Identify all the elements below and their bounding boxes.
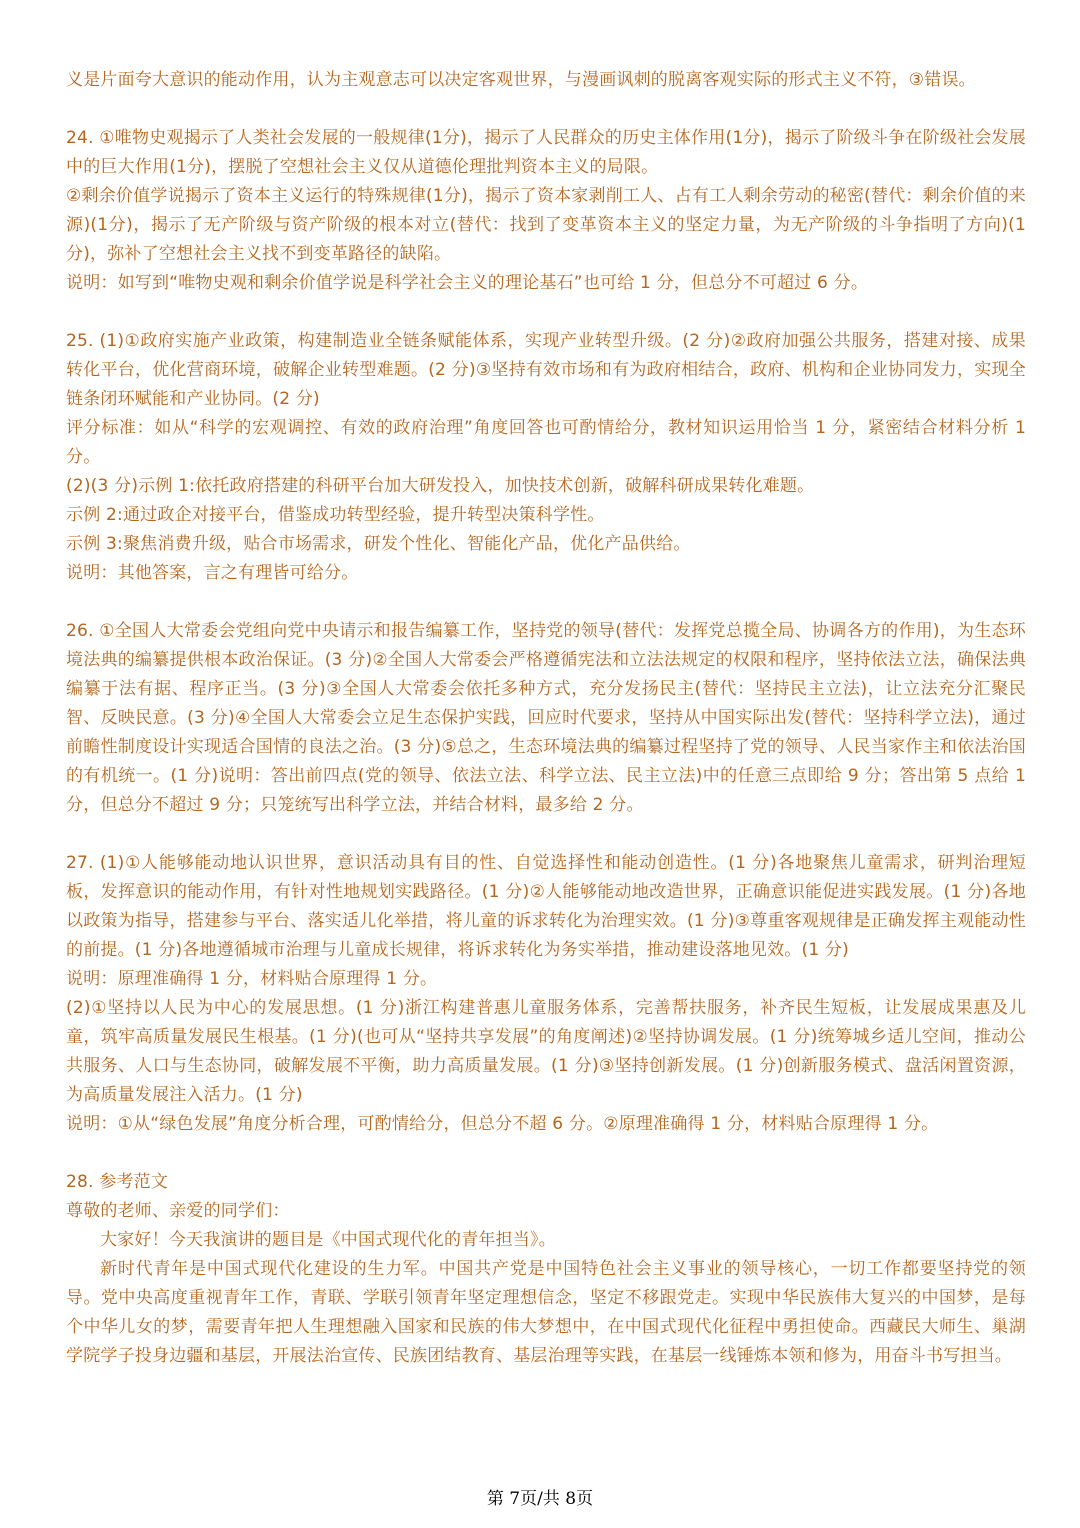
question-28 xyxy=(66,1168,1026,1371)
example-3: 示例 3:聚焦消费升级，贴合市场需求，研发个性化、智能化产品，优化产品供给。 xyxy=(66,534,691,554)
paragraph: 25. (1)①政府实施产业政策，构建制造业全链条赋能体系，实现产业转型升级。(2 分)②政府加强公共服务，搭建对接、成果转化平台，优化营商环境，破解企业转型难题。(2 分)③坚持有效市场和有为政府相结合，政府、机构和企业协同发力，实现全链条闭环赋能和产业协同。(2 分) xyxy=(66,331,1026,409)
scoring-standard: 评分标准：如从“科学的宏观调控、有效的政府治理”角度回答也可酌情给分，教材知识运用恰当 1 分，紧密结合材料分析 1 分。 xyxy=(66,418,1026,467)
paragraph: 大家好！今天我演讲的题目是《中国式现代化的青年担当》。 xyxy=(100,1230,556,1250)
page-number: 第 7页/共 8页 xyxy=(486,1489,594,1509)
question-23-tail xyxy=(66,66,1026,95)
paragraph: 新时代青年是中国式现代化建设的生力军。中国共产党是中国特色社会主义事业的领导核心，一切工作都要坚持党的领导。党中央高度重视青年工作，青联、学联引领青年坚定理想信念，坚定不移跟党走。实现中华民族伟大复兴的中国梦，是每个中华儿女的梦，需要青年把人生理想融入国家和民族的伟大梦想中，在中国式现代化征程中勇担使命。西藏民大师生、巢湖学院学子投身边疆和基层，开展法治宣传、民族团结教育、基层治理等实践，在基层一线锤炼本领和修为，用奋斗书写担当。 xyxy=(66,1259,1026,1366)
document-body xyxy=(66,66,1026,1400)
paragraph: 26. ①全国人大常委会党组向党中央请示和报告编纂工作，坚持党的领导(替代：发挥党总揽全局、协调各方的作用)，为生态环境法典的编纂提供根本政治保证。(3 分)②全国人大常委会严格遵循宪法和立法法规定的权限和程序，坚持依法立法，确保法典编纂于法有据、程序正当。(3 分)③全国人大常委会依托多种方式，充分发扬民主(替代：坚持民主立法)，让立法充分汇聚民智、反映民意。(3 分)④全国人大常委会立足生态保护实践，回应时代要求，坚持从中国实际出发(替代：坚持科学立法)，通过前瞻性制度设计实现适合国情的良法之治。(3 分)⑤总之，生态环境法典的编纂过程坚持了党的领导、人民当家作主和依法治国的有机统一。(1 分)说明：答出前四点(党的领导、依法立法、科学立法、民主立法)中的任意三点即给 9 分；答出第 5 点给 1 分，但总分不超过 9 分；只笼统写出科学立法，并结合材料，最多给 2 分。 xyxy=(66,621,1026,815)
note: 说明：其他答案，言之有理皆可给分。 xyxy=(66,563,359,583)
paragraph: 24. ①唯物史观揭示了人类社会发展的一般规律(1分)，揭示了人民群众的历史主体作用(1分)，揭示了阶级斗争在阶级社会发展中的巨大作用(1分)，摆脱了空想社会主义仅从道德伦理批判资本主义的局限。 xyxy=(66,128,1026,177)
section-heading: 28. 参考范文 xyxy=(66,1172,169,1192)
salutation: 尊敬的老师、亲爱的同学们： xyxy=(66,1201,290,1221)
question-26 xyxy=(66,617,1026,820)
paragraph: (2)①坚持以人民为中心的发展思想。(1 分)浙江构建普惠儿童服务体系，完善帮扶服务，补齐民生短板，让发展成果惠及儿童，筑牢高质量发展民生根基。(1 分)(也可从“坚持共享发展”的角度阐述)②坚持协调发展。(1 分)统筹城乡适儿空间，推动公共服务、人口与生态协同，破解发展不平衡，助力高质量发展。(1 分)③坚持创新发展。(1 分)创新服务模式、盘活闲置资源，为高质量发展注入活力。(1 分) xyxy=(66,998,1026,1105)
paragraph: ②剩余价值学说揭示了资本主义运行的特殊规律(1分)，揭示了资本家剥削工人、占有工人剩余劳动的秘密(替代：剩余价值的来源)(1分)，揭示了无产阶级与资产阶级的根本对立(替代：找到了变革资本主义的坚定力量，为无产阶级的斗争指明了方向)(1分)，弥补了空想社会主义找不到变革路径的缺陷。 xyxy=(66,186,1026,264)
question-27 xyxy=(66,849,1026,1139)
example-1: (2)(3 分)示例 1:依托政府搭建的科研平台加大研发投入，加快技术创新，破解科研成果转化难题。 xyxy=(66,476,815,496)
note: 说明：①从“绿色发展”角度分析合理，可酌情给分，但总分不超 6 分。②原理准确得 1 分，材料贴合原理得 1 分。 xyxy=(66,1114,939,1134)
paragraph: 义是片面夸大意识的能动作用，认为主观意志可以决定客观世界，与漫画讽刺的脱离客观实际的形式主义不符，③错误。 xyxy=(66,70,976,90)
question-25 xyxy=(66,327,1026,588)
paragraph: 27. (1)①人能够能动地认识世界，意识活动具有目的性、自觉选择性和能动创造性。(1 分)各地聚焦儿童需求，研判治理短板，发挥意识的能动作用，有针对性地规划实践路径。(1 分)②人能够能动地改造世界，正确意识能促进实践发展。(1 分)各地以政策为指导，搭建参与平台、落实适儿化举措，将儿童的诉求转化为治理实效。(1 分)③尊重客观规律是正确发挥主观能动性的前提。(1 分)各地遵循城市治理与儿童成长规律，将诉求转化为务实举措，推动建设落地见效。(1 分) xyxy=(66,853,1026,960)
example-2: 示例 2:通过政企对接平台，借鉴成功转型经验，提升转型决策科学性。 xyxy=(66,505,605,525)
note: 说明：如写到“唯物史观和剩余价值学说是科学社会主义的理论基石”也可给 1 分，但总分不可超过 6 分。 xyxy=(66,273,869,293)
note: 说明：原理准确得 1 分，材料贴合原理得 1 分。 xyxy=(66,969,438,989)
question-24 xyxy=(66,124,1026,298)
